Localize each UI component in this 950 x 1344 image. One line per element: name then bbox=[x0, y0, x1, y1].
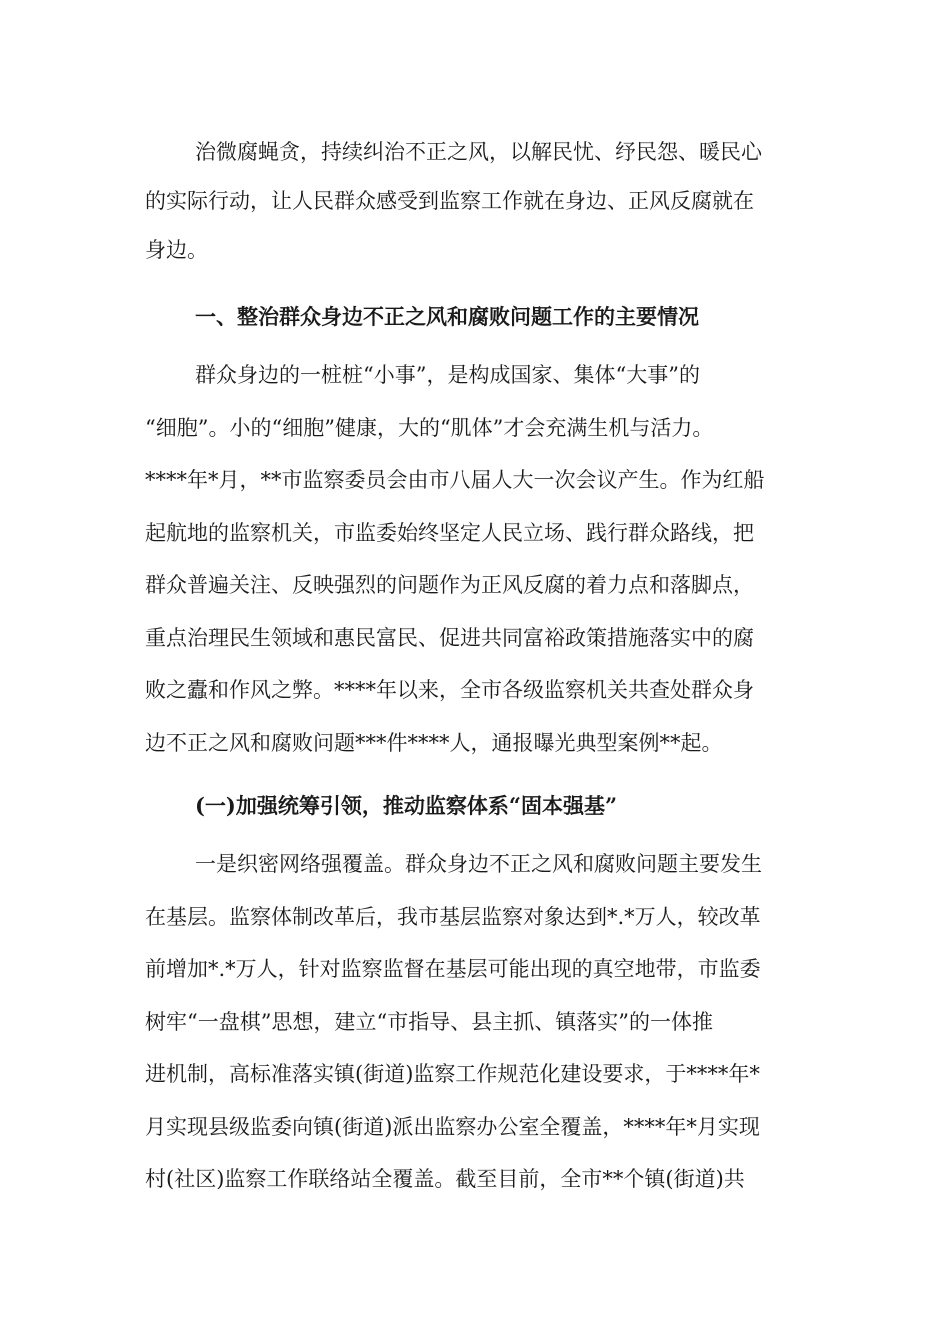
paragraph-2-line-2: “细胞”。小的“细胞”健康，大的“肌体”才会充满生机与活力。 bbox=[145, 416, 714, 440]
paragraph-2-line-7: 败之蠹和作风之弊。****年以来，全市各级监察机关共查处群众身 bbox=[145, 678, 754, 702]
paragraph-3-line-2: 在基层。监察体制改革后，我市基层监察对象达到*.*万人，较改革 bbox=[145, 905, 761, 929]
paragraph-2-line-1: 群众身边的一桩桩“小事”，是构成国家、集体“大事”的 bbox=[195, 363, 700, 387]
paragraph-2-line-8: 边不正之风和腐败问题***件****人，通报曝光典型案例**起。 bbox=[145, 731, 723, 755]
paragraph-1-line-1: 治微腐蝇贪，持续纠治不正之风，以解民忧、纾民怨、暖民心 bbox=[195, 140, 762, 164]
paragraph-3-line-1: 一是织密网络强覆盖。群众身边不正之风和腐败问题主要发生 bbox=[195, 852, 762, 876]
paragraph-1-line-3: 身边。 bbox=[145, 238, 208, 262]
paragraph-2-line-4: 起航地的监察机关，市监委始终坚定人民立场、践行群众路线，把 bbox=[145, 521, 754, 545]
paragraph-2-line-3: ****年*月，**市监察委员会由市八届人大一次会议产生。作为红船 bbox=[145, 468, 765, 492]
paragraph-2-line-6: 重点治理民生领域和惠民富民、促进共同富裕政策措施落实中的腐 bbox=[145, 626, 754, 650]
paragraph-3-line-7: 村(社区)监察工作联络站全覆盖。截至目前，全市**个镇(街道)共 bbox=[145, 1167, 745, 1191]
section-heading-2: (一)加强统筹引领，推动监察体系“固本强基” bbox=[195, 793, 618, 818]
paragraph-3-line-3: 前增加*.*万人，针对监察监督在基层可能出现的真空地带，市监委 bbox=[145, 957, 761, 981]
paragraph-3-line-4: 树牢“一盘棋”思想，建立“市指导、县主抓、镇落实”的一体推 bbox=[145, 1010, 713, 1034]
paragraph-3-line-5: 进机制，高标准落实镇(街道)监察工作规范化建设要求，于****年* bbox=[145, 1062, 760, 1086]
section-heading-1: 一、整治群众身边不正之风和腐败问题工作的主要情况 bbox=[195, 304, 699, 329]
paragraph-1-line-2: 的实际行动，让人民群众感受到监察工作就在身边、正风反腐就在 bbox=[145, 189, 754, 213]
paragraph-2-line-5: 群众普遍关注、反映强烈的问题作为正风反腐的着力点和落脚点， bbox=[145, 573, 754, 597]
paragraph-3-line-6: 月实现县级监委向镇(街道)派出监察办公室全覆盖，****年*月实现 bbox=[145, 1115, 760, 1139]
